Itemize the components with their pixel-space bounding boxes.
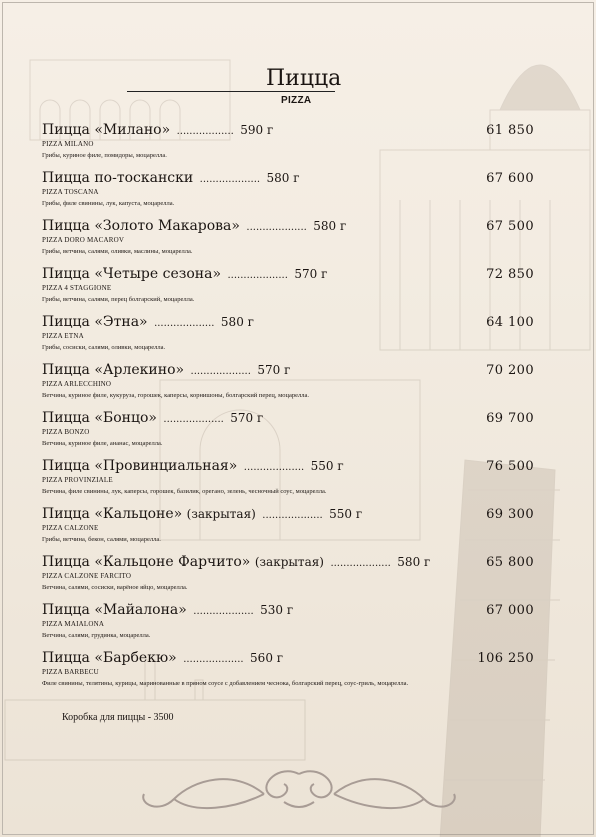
- menu-item-leader: ...................: [199, 174, 261, 185]
- menu-item-description: Филе свинины, телятины, курицы, маринованные в пряном соусе с добавлением чеснока, болгарский перец, соус-гриль, моцарелла.: [42, 680, 409, 687]
- menu-item-latin-name: PIZZA MILANO: [42, 140, 94, 148]
- menu-item-name: Пицца «Четыре сезона»: [42, 266, 222, 282]
- menu-item-leader: ...................: [330, 558, 391, 569]
- menu-item-price: 67 000: [486, 603, 534, 618]
- menu-item-latin-name: PIZZA 4 STAGGIONE: [42, 284, 112, 292]
- menu-item-price: 106 250: [477, 651, 534, 666]
- menu-item-weight: 580 г: [266, 171, 300, 185]
- menu-item-price: 61 850: [486, 123, 534, 138]
- menu-item-weight: 530 г: [260, 603, 294, 617]
- menu-item-description: Грибы, ветчина, салями, оливки, маслины, моцарелла.: [42, 248, 193, 255]
- menu-item-description: Грибы, куриное филе, помидоры, моцарелла.: [42, 152, 167, 159]
- box-note: Коробка для пиццы - 3500: [62, 712, 174, 723]
- menu-item-weight: 580 г: [220, 315, 254, 329]
- menu-item-name: Пицца «Кальцоне Фарчито»: [42, 554, 251, 570]
- title-underline: [127, 91, 335, 92]
- menu-item-price: 64 100: [486, 315, 534, 330]
- menu-item-weight: 580 г: [313, 219, 347, 233]
- menu-item-latin-name: PIZZA PROVINZIALE: [42, 476, 113, 484]
- menu-item-price: 76 500: [486, 459, 534, 474]
- menu-item-latin-name: PIZZA DORO MACAROV: [42, 236, 125, 244]
- menu-item-heading: [42, 122, 273, 140]
- menu-item-name: Пицца «Золото Макарова»: [42, 218, 240, 234]
- menu-item-latin-name: PIZZA CALZONE: [42, 524, 99, 532]
- menu-item-weight: 580 г: [397, 555, 431, 569]
- menu-item-name: Пицца «Бонцо»: [42, 410, 157, 426]
- menu-item-description: Грибы, ветчина, салями, перец болгарский, моцарелла.: [42, 296, 195, 303]
- menu-item-leader: ..................: [176, 126, 234, 137]
- menu-item-leader: ...................: [193, 606, 254, 617]
- page-title: Пицца: [266, 66, 342, 91]
- menu-item-leader: ...................: [262, 510, 323, 521]
- page-subtitle: PIZZA: [281, 95, 312, 106]
- menu-item-description: Грибы, филе свинины, лук, капуста, моцарелла.: [42, 200, 175, 207]
- menu-item-price: 70 200: [486, 363, 534, 378]
- menu-item-weight: 550 г: [310, 459, 344, 473]
- menu-item-latin-name: PIZZA ARLECCHINO: [42, 380, 112, 388]
- menu-item-heading: [42, 554, 430, 572]
- menu-item-heading: [42, 458, 344, 476]
- menu-item-name: Пицца «Кальцоне»: [42, 506, 183, 522]
- menu-item-latin-name: PIZZA TOSCANA: [42, 188, 99, 196]
- menu-item-name: Пицца «Милано»: [42, 122, 171, 138]
- menu-item-weight: 590 г: [240, 123, 274, 137]
- menu-item-leader: ...................: [163, 414, 224, 425]
- menu-item-description: Ветчина, куриное филе, кукуруза, горошек, каперсы, корнишоны, болгарский перец, моцарелла.: [42, 392, 309, 399]
- menu-item-leader: ...................: [190, 366, 251, 377]
- menu-item-latin-name: PIZZA BARBECU: [42, 668, 99, 676]
- menu-item-leader: ...................: [243, 462, 305, 473]
- menu-item-heading: [42, 602, 293, 620]
- menu-item-weight: 570 г: [230, 411, 264, 425]
- menu-item-description: Ветчина, куриное филе, ананас, моцарелла.: [42, 440, 163, 447]
- menu-item-name: Пицца «Провинциальная»: [42, 458, 238, 474]
- menu-item-description: Ветчина, салями, сосиски, варёное яйцо, моцарелла.: [42, 584, 188, 591]
- menu-item-weight: 570 г: [294, 267, 328, 281]
- menu-item-heading: [42, 218, 346, 236]
- menu-item-description: Ветчина, филе свинины, лук, каперсы, горошек, базилик, орегано, зелень, чесночный соус, моцарелла.: [42, 488, 327, 495]
- menu-item-latin-name: PIZZA BONZO: [42, 428, 90, 436]
- menu-item-heading: [42, 314, 254, 332]
- menu-item-latin-name: PIZZA CALZONE FARCITO: [42, 572, 132, 580]
- menu-item-description: Грибы, ветчина, бекон, салями, моцарелла.: [42, 536, 161, 543]
- menu-item-name: Пицца «Арлекино»: [42, 362, 185, 378]
- menu-item-name: Пицца по-тоскански: [42, 170, 194, 186]
- menu-item-price: 67 500: [486, 219, 534, 234]
- menu-item-leader: ...................: [246, 222, 307, 233]
- menu-item-price: 67 600: [486, 171, 534, 186]
- menu-item-price: 72 850: [486, 267, 534, 282]
- menu-item-heading: [42, 266, 327, 284]
- menu-item-leader: ...................: [183, 654, 244, 665]
- menu-item-note: (закрытая): [254, 555, 324, 569]
- menu-item-heading: [42, 170, 300, 188]
- menu-item-name: Пицца «Барбекю»: [42, 650, 177, 666]
- menu-item-weight: 560 г: [250, 651, 284, 665]
- menu-item-name: Пицца «Этна»: [42, 314, 148, 330]
- menu-item-leader: ...................: [227, 270, 288, 281]
- menu-item-description: Ветчина, салями, грудинка, моцарелла.: [42, 632, 151, 639]
- menu-item-leader: ...................: [154, 318, 215, 329]
- menu-item-weight: 550 г: [329, 507, 363, 521]
- menu-item-note: (закрытая): [186, 507, 256, 521]
- menu-item-weight: 570 г: [257, 363, 291, 377]
- menu-item-heading: [42, 362, 290, 380]
- menu-item-heading: [42, 506, 362, 524]
- menu-item-heading: [42, 650, 283, 668]
- menu-item-description: Грибы, сосиски, салями, оливки, моцарелла.: [42, 344, 166, 351]
- menu-item-price: 69 700: [486, 411, 534, 426]
- menu-item-latin-name: PIZZA MAIALONA: [42, 620, 105, 628]
- menu-item-price: 69 300: [486, 507, 534, 522]
- menu-item-heading: [42, 410, 263, 428]
- menu-item-name: Пицца «Майалона»: [42, 602, 187, 618]
- decorative-ornament-icon: [134, 764, 464, 814]
- menu-item-price: 65 800: [486, 555, 534, 570]
- menu-item-latin-name: PIZZA ETNA: [42, 332, 84, 340]
